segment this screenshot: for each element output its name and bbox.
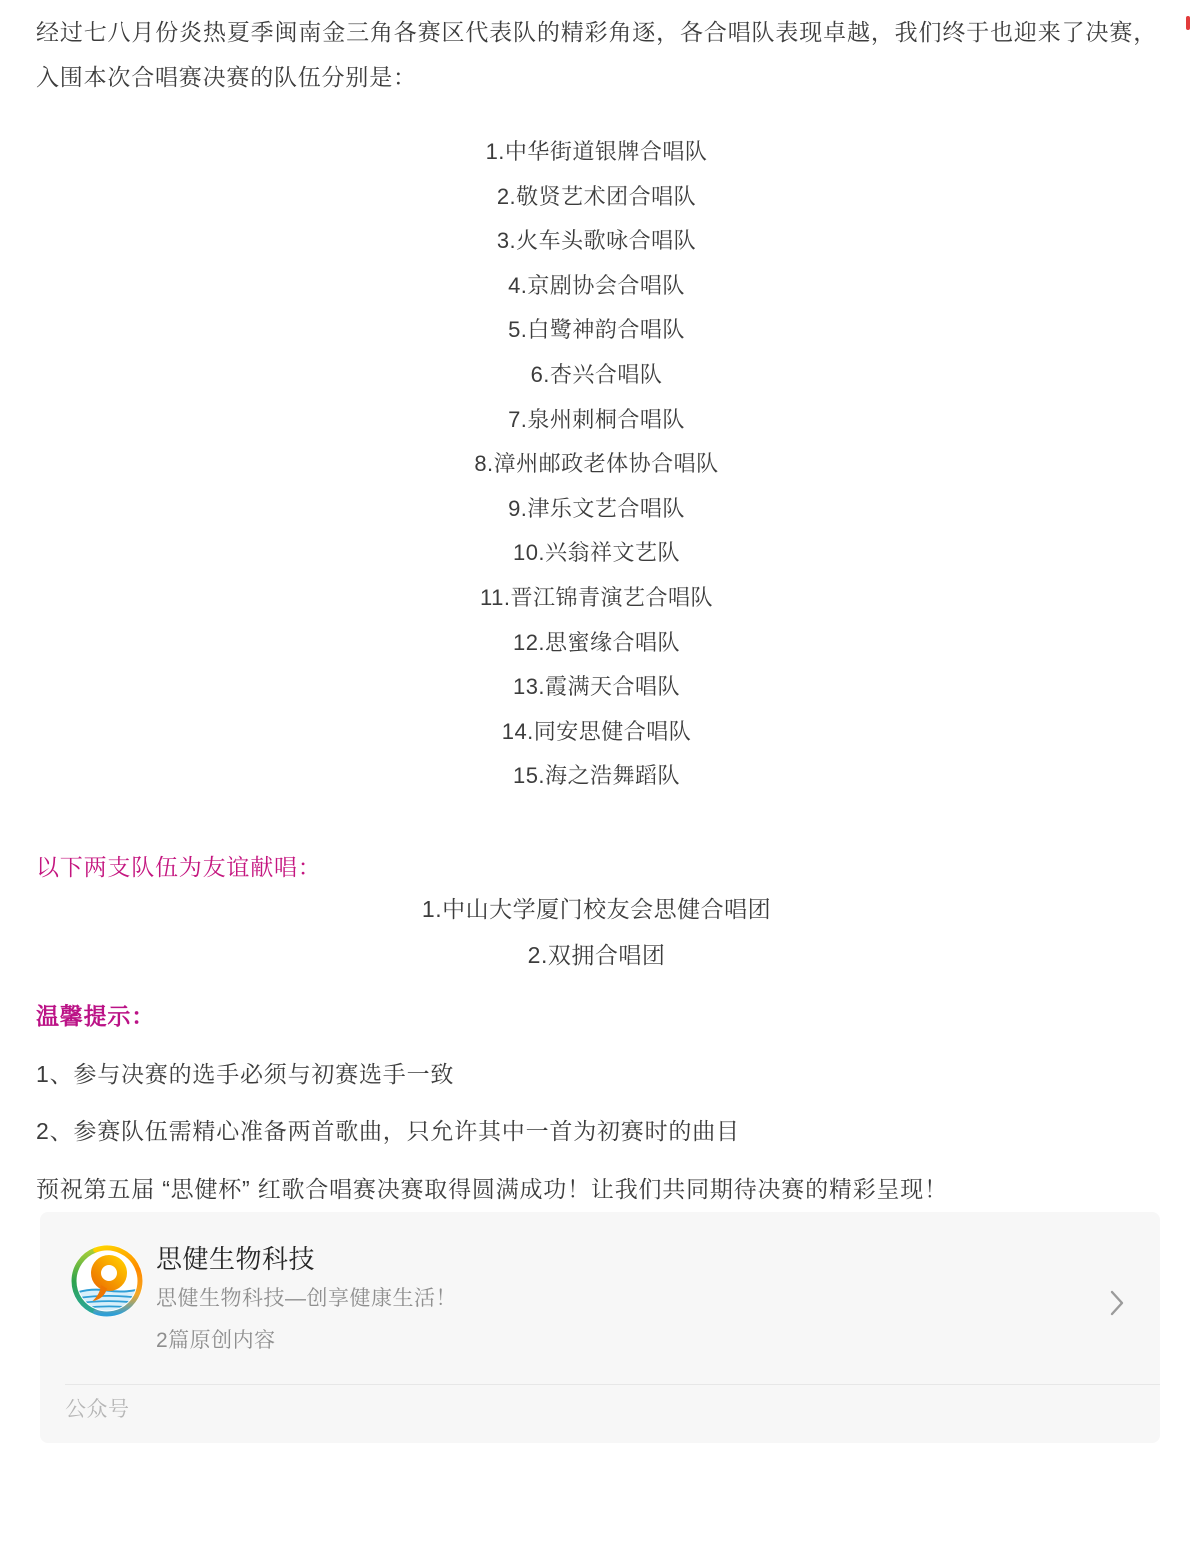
friendship-team-item: 2.双拥合唱团: [527, 941, 666, 968]
tips-title: 温馨提示：: [36, 1002, 155, 1029]
finalist-item: 11.晋江锦青演艺合唱队: [480, 584, 713, 610]
finalist-item: 4.京剧协会合唱队: [508, 272, 685, 298]
tip-item: 2、参赛队伍需精心准备两首歌曲，只允许其中一首为初赛时的曲目: [36, 1117, 740, 1144]
finalist-item: 9.津乐文艺合唱队: [508, 495, 685, 521]
tip-item: 1、参与决赛的选手必须与初赛选手一致: [36, 1060, 455, 1087]
finalist-item: 13.霞满天合唱队: [512, 674, 681, 700]
finalist-item: 12.思蜜缘合唱队: [512, 629, 681, 655]
finalist-item: 5.白鹭神韵合唱队: [508, 317, 685, 343]
friendship-team-list: [0, 886, 1193, 978]
finalist-item: 2.敬贤艺术团合唱队: [496, 183, 697, 209]
friendship-team-item: 1.中山大学厦门校友会思健合唱团: [421, 895, 772, 922]
account-name: 思健生物科技: [156, 1243, 316, 1274]
finalist-list: [0, 130, 1193, 799]
intro-paragraph: 经过七八月份炎热夏季闽南金三角各赛区代表队的精彩角逐，各合唱队表现卓越，我们终于也迎来了决赛，入围本次合唱赛决赛的队伍分别是：: [36, 19, 1157, 90]
account-original-count: 2篇原创内容: [156, 1328, 276, 1352]
finalist-item: 7.泉州刺桐合唱队: [508, 406, 685, 432]
official-account-card[interactable]: [40, 1212, 1160, 1443]
account-type-label: 公众号: [65, 1397, 130, 1421]
friendship-note: 以下两支队伍为友谊献唱：: [36, 853, 322, 880]
finalist-item: 3.火车头歌咏合唱队: [496, 228, 697, 254]
account-card-info: [156, 1244, 1040, 1354]
sijian-bio-logo-icon: [70, 1244, 144, 1318]
closing-paragraph: 预祝第五届 “思健杯” 红歌合唱赛决赛取得圆满成功！让我们共同期待决赛的精彩呈现！: [36, 1175, 948, 1202]
account-card-main: [40, 1212, 1160, 1354]
account-description: 思健生物科技—创享健康生活！: [156, 1286, 457, 1310]
finalist-item: 10.兴翁祥文艺队: [512, 540, 681, 566]
finalist-item: 6.杏兴合唱队: [530, 361, 663, 387]
scrollbar-thumb[interactable]: [1186, 16, 1190, 30]
finalist-item: 14.同安思健合唱队: [501, 718, 692, 744]
finalist-item: 8.漳州邮政老体协合唱队: [474, 451, 719, 477]
finalist-item: 1.中华街道银牌合唱队: [485, 139, 708, 164]
chevron-right-icon[interactable]: [1110, 1290, 1124, 1316]
finalist-item: 15.海之浩舞蹈队: [512, 763, 681, 789]
